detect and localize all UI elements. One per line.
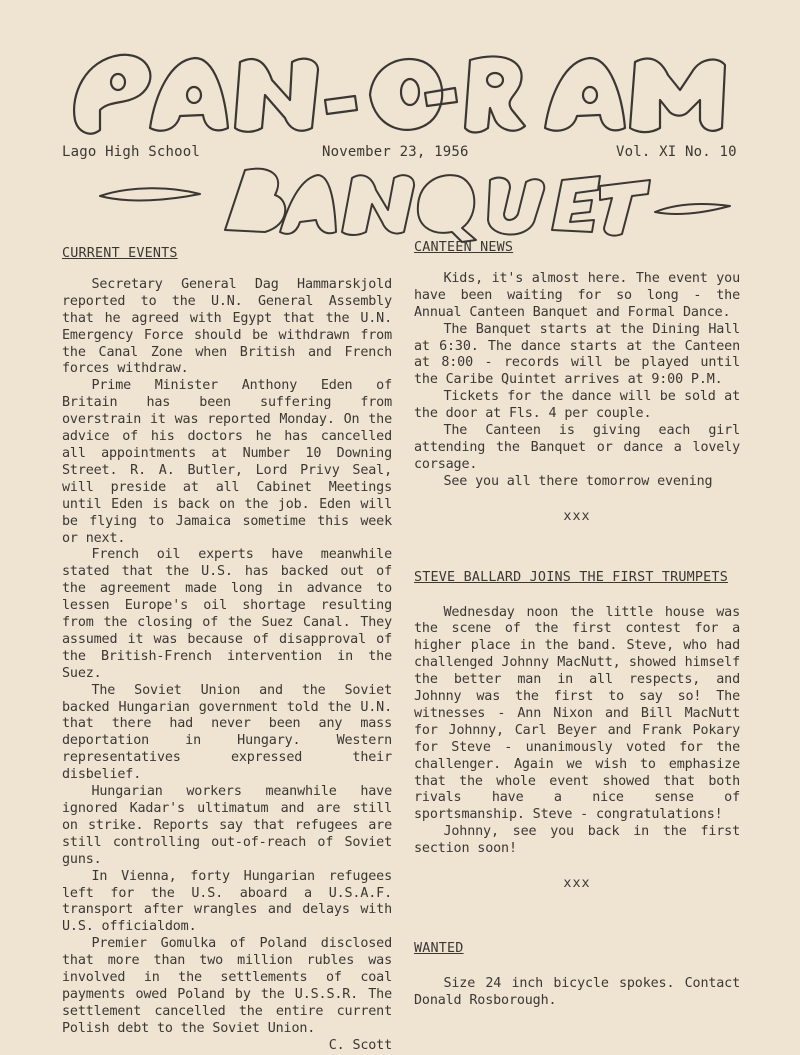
- canteen-news-paragraph: Tickets for the dance will be sold at the door at Fls. 4 per couple.: [414, 389, 740, 422]
- school-name: Lago High School: [62, 144, 201, 160]
- canteen-news-paragraph: See you all there tomorrow evening: [443, 473, 713, 489]
- banner-letter-u: [488, 178, 544, 235]
- trumpets-separator: xxx: [563, 876, 591, 892]
- banner-swoosh-left: [100, 188, 200, 200]
- banner-letter-t: [600, 180, 650, 236]
- title-letter-a2: [545, 58, 625, 131]
- issue-date: November 23, 1956: [322, 144, 469, 160]
- banner-letter-q: [418, 175, 476, 242]
- current-events-heading: CURRENT EVENTS: [62, 246, 178, 261]
- canteen-news-paragraph: The Banquet starts at the Dining Hall at 6:30. The dance starts at the Canteen at 8:00 - records will be played until the Caribe Quintet arrives at 9:00 P.M.: [414, 321, 740, 388]
- banner-letter-n: [342, 175, 414, 235]
- current-events-signature: C. Scott: [328, 1037, 392, 1053]
- current-events-paragraph: Prime Minister Anthony Eden of Britain has been suffering from overstrain it was reported Monday. On the advice of his doctors he has cancelled all appointments at Number 10 Downing Street. R. A. Butler, Lord Privy Seal, will preside at all Cabinet Meetings until Eden is back on the job. Eden will be flying to Jamaica sometime this week or next.: [62, 378, 392, 546]
- right-column: [414, 240, 740, 1010]
- current-events-paragraph: In Vienna, forty Hungarian refugees left for the U.S. aboard a U.S.A.F. transport after wrangles and delays with U.S. officialdom.: [62, 868, 392, 935]
- wanted-heading: WANTED: [414, 941, 464, 956]
- title-letter-a: [150, 58, 228, 131]
- title-letter-r: [465, 56, 525, 132]
- title-letter-p: [74, 55, 150, 134]
- canteen-news-paragraph: Kids, it's almost here. The event you have been waiting for so long - the Annual Canteen Banquet and Formal Dance.: [414, 270, 740, 320]
- current-events-paragraph: French oil experts have meanwhile stated that the U.S. has backed out of the agreement made long in advance to lessen Europe's oil shortage resulting from the closing of the Suez Canal. They assumed it was because of disapproval of the British-French intervention in the Suez.: [62, 547, 392, 681]
- canteen-news-heading: CANTEEN NEWS: [414, 240, 514, 255]
- canteen-news-separator: xxx: [563, 508, 591, 524]
- wanted-paragraph: Size 24 inch bicycle spokes. Contact Donald Rosborough.: [414, 975, 740, 1008]
- title-letter-o: [370, 59, 442, 130]
- volume-number: Vol. XI No. 10: [616, 144, 737, 160]
- trumpets-paragraph: Wednesday noon the little house was the scene of the first contest for a higher place in the band. Steve, who had challenged Johnny MacNutt, showed himself the better man in all respects, and Johnny was the first to say so! The witnesses - Ann Nixon and Bill MacNutt for Johnny, Carl Beyer and Frank Pokary for Steve - unanimously voted for the challenger. Again we wish to emphasize that the whole event showed that both rivals have a nice sense of sportsmanship. Steve - congratulations!: [414, 604, 740, 823]
- current-events-column: [62, 246, 392, 1055]
- banner-swoosh-right: [655, 204, 730, 214]
- canteen-news-paragraph: The Canteen is giving each girl attending the Banquet or dance a lovely corsage.: [414, 423, 740, 472]
- trumpets-paragraph: Johnny, see you back in the first section soon!: [414, 824, 740, 857]
- masthead-artwork: [0, 0, 800, 250]
- current-events-paragraph: Hungarian workers meanwhile have ignored Kadar's ultimatum and are still on strike. Reports say that refugees are still controlling out-of-reach of Soviet guns.: [62, 784, 392, 867]
- title-dash-1: [325, 96, 357, 114]
- banner-letter-e: [552, 176, 600, 232]
- current-events-paragraph: The Soviet Union and the Soviet backed Hungarian government told the U.N. that there had never been any mass deportation in Hungary. Western representatives expressed their disbelief.: [62, 682, 392, 783]
- banner-letter-a: [280, 175, 336, 234]
- current-events-paragraph: Secretary General Dag Hammarskjold reported to the U.N. General Assembly that he agreed with Egypt that the U.N. Emergency Force should be withdrawn from the Canal Zone when British and French forces withdraw.: [62, 276, 392, 377]
- banner-letter-b: [225, 169, 285, 232]
- title-letter-m: [630, 58, 725, 132]
- title-letter-n: [235, 59, 318, 132]
- trumpets-heading: STEVE BALLARD JOINS THE FIRST TRUMPETS: [414, 569, 728, 585]
- current-events-paragraph: Premier Gomulka of Poland disclosed that more than two million rubles was involved in the settlements of coal payments owed Poland by the U.S.S.R. The settlement cancelled the entire current Polish debt to the Soviet Union.: [62, 936, 392, 1036]
